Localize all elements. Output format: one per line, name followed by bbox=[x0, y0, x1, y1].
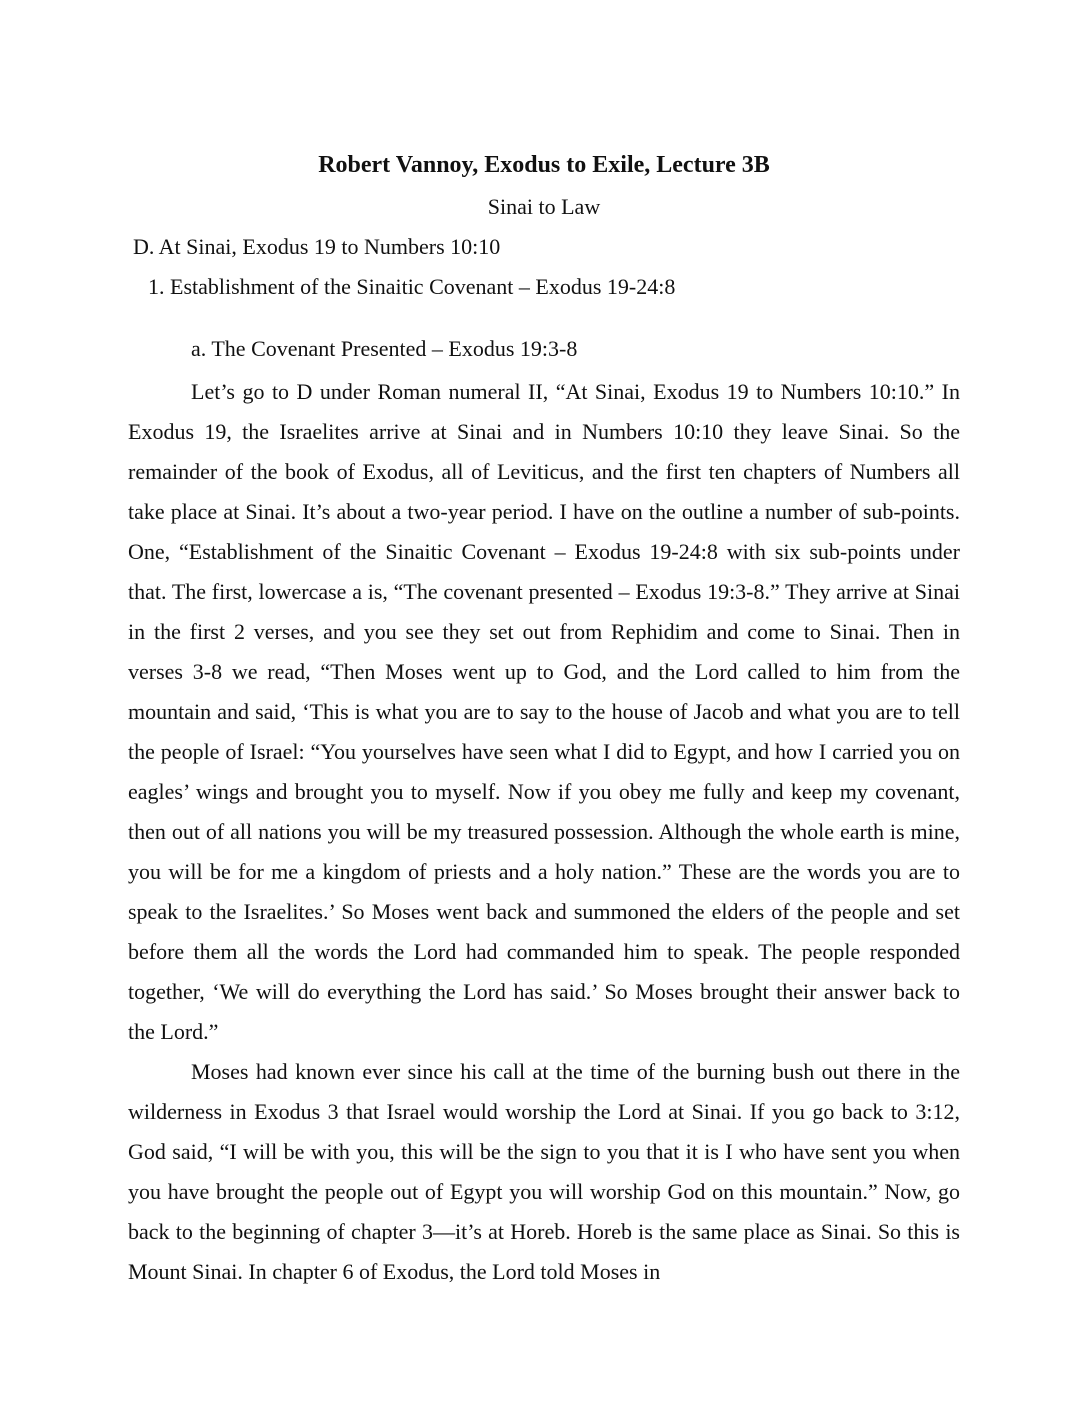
document-title: Robert Vannoy, Exodus to Exile, Lecture 3B bbox=[318, 152, 770, 178]
outline-section-d: D. At Sinai, Exodus 19 to Numbers 10:10 bbox=[133, 234, 501, 259]
body-paragraph: Let’s go to D under Roman numeral II, “At Sinai, Exodus 19 to Numbers 10:10.” In Exodus 19, the Israelites arrive at Sinai and in Numbers 10:10 they leave Sinai. So the remainder of the book of Exodus, all of Leviticus, and the first ten chapters of Numbers all take place at Sinai. It’s about a two-year period. I have on the outline a number of sub-points. One, “Establishment of the Sinaitic Covenant – Exodus 19-24:8 with six sub-points under that. The first, lowercase a is, “The covenant presented – Exodus 19:3-8.” They arrive at Sinai in the first 2 verses, and you see they set out from Rephidim and come to Sinai. Then in verses 3-8 we read, “Then Moses went up to God, and the Lord called to him from the mountain and said, ‘This is what you are to say to the house of Jacob and what you are to tell the people of Israel: “You yourselves have seen what I did to Egypt, and how I carried you on eagles’ wings and brought you to myself. Now if you obey me fully and keep my covenant, then out of all nations you will be my treasured possession. Although the whole earth is mine, you will be for me a kingdom of priests and a holy nation.” These are the words you are to speak to the Israelites.’ So Moses went back and summoned the elders of the people and set before them all the words the Lord had commanded him to speak. The people responded together, ‘We will do everything the Lord has said.’ So Moses brought their answer back to the Lord.” bbox=[128, 379, 960, 1044]
document-subtitle: Sinai to Law bbox=[487, 194, 601, 219]
body-paragraph: Moses had known ever since his call at the time of the burning bush out there in the wilderness in Exodus 3 that Israel would worship the Lord at Sinai. If you go back to 3:12, God said, “I will be with you, this will be the sign to you that it is I who have sent you when you have brought the people out of Egypt you will worship God on this mountain.” Now, go back to the beginning of chapter 3—it’s at Horeb. Horeb is the same place as Sinai. So this is Mount Sinai. In chapter 6 of Exodus, the Lord told Moses in bbox=[128, 1059, 960, 1284]
outline-point-1: 1. Establishment of the Sinaitic Covenant – Exodus 19-24:8 bbox=[148, 274, 676, 299]
outline-point-a: a. The Covenant Presented – Exodus 19:3-8 bbox=[191, 336, 578, 361]
